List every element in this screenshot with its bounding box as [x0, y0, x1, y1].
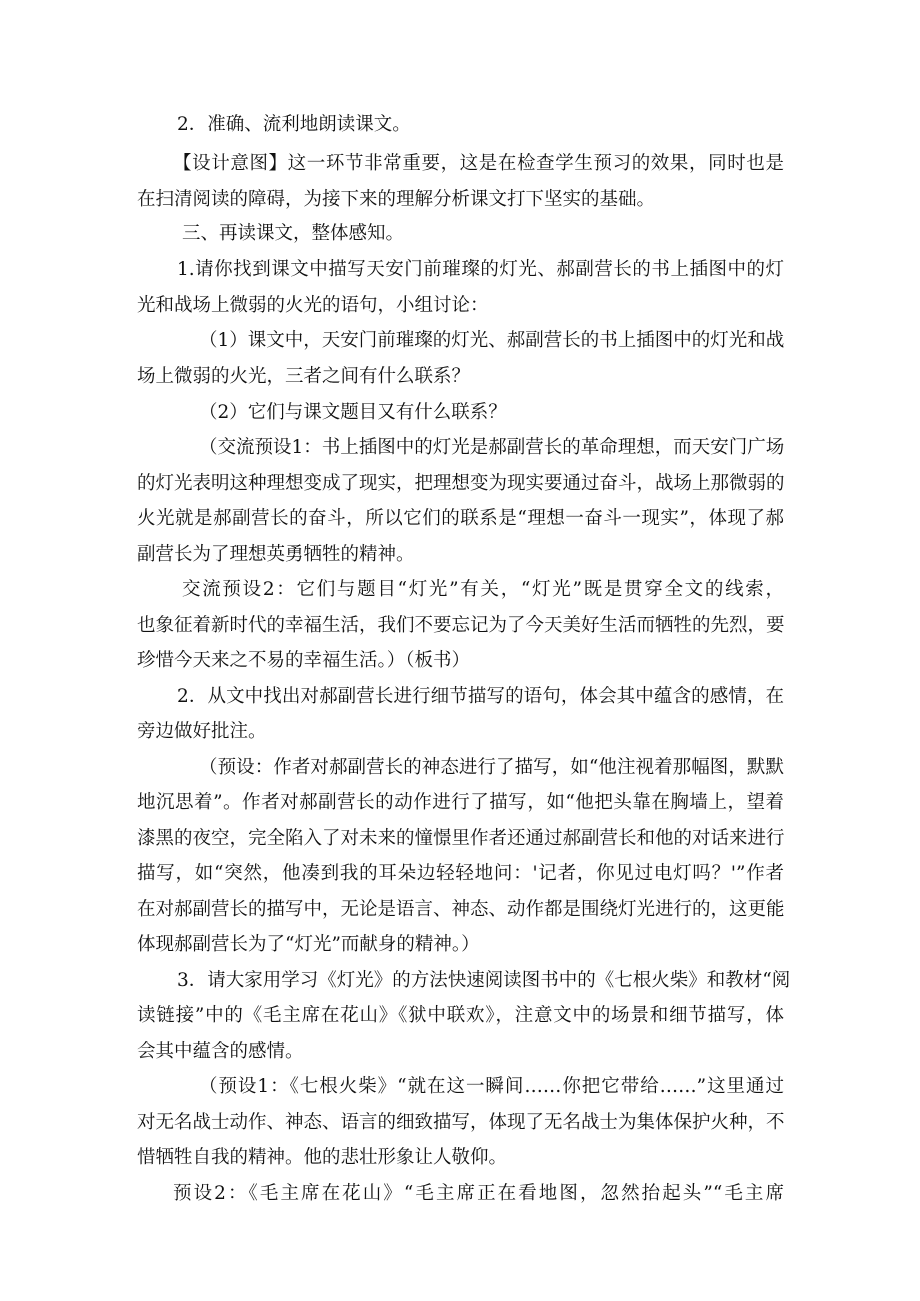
text-line: 副营长为了理想英勇牺牲的精神。: [137, 544, 415, 565]
text-line: 【设计意图】这一环节非常重要，这是在检查学生预习的效果，同时也是: [173, 153, 784, 174]
text-line: 对无名战士动作、神态、语言的细致描写，体现了无名战士为集体保护火种，不: [137, 1112, 785, 1133]
text-line: 漆黑的夜空，完全陷入了对未来的憧憬里作者还通过郝副营长和他的对话来进行: [137, 828, 785, 849]
text-line: 预设2：《毛主席在花山》“毛主席正在看地图，忽然抬起头”“毛主席: [173, 1183, 784, 1204]
text-line: 场上微弱的火光，三者之间有什么联系？: [137, 366, 471, 387]
text-line: 地沉思着”。作者对郝副营长的动作进行了描写，如“他把头靠在胸墙上，望着: [137, 792, 784, 813]
text-line: 在扫清阅读的障碍，为接下来的理解分析课文打下坚实的基础。: [137, 189, 656, 210]
text-line: 火光就是郝副营长的奋斗，所以它们的联系是“理想一奋斗一现实”，体现了郝: [137, 508, 784, 529]
text-line: 1.请你找到课文中描写天安门前璀璨的灯光、郝副营长的书上插图中的灯: [177, 259, 784, 280]
text-line: 旁边做好批注。: [137, 721, 267, 742]
text-line: 描写，如“突然，他凑到我的耳朵边轻轻地问：'记者，你见过电灯吗？'”作者: [137, 863, 784, 884]
text-line: 3．请大家用学习《灯光》的方法快速阅读图书中的《七根火柴》和教材“阅: [177, 970, 791, 991]
text-line: （交流预设1：书上插图中的灯光是郝副营长的革命理想，而天安门广场: [199, 437, 785, 458]
text-line: 交流预设2：它们与题目“灯光”有关，“灯光”既是贯穿全文的线索，: [182, 579, 784, 600]
text-line: 体现郝副营长为了“灯光”而献身的精神。）: [137, 934, 480, 955]
text-line: 珍惜今天来之不易的幸福生活。）（板书）: [137, 650, 471, 671]
text-line: 2．从文中找出对郝副营长进行细节描写的语句，体会其中蕴含的感情，在: [177, 686, 784, 707]
text-line: 也象征着新时代的幸福生活，我们不要忘记为了今天美好生活而牺牲的先烈，要: [137, 615, 785, 636]
text-line: （预设1：《七根火柴》“就在这一瞬间……你把它带给……”这里通过: [199, 1076, 784, 1097]
text-line: （2）它们与课文题目又有什么联系？: [199, 402, 507, 423]
section-heading: 三、再读课文，整体感知。: [182, 223, 405, 244]
text-line: 会其中蕴含的感情。: [137, 1041, 304, 1062]
text-line: （1）课文中，天安门前璀璨的灯光、郝副营长的书上插图中的灯光和战: [199, 330, 785, 351]
text-line: 2．准确、流利地朗读课文。: [177, 114, 411, 135]
text-line: 惜牺牲自我的精神。他的悲壮形象让人敬仰。: [137, 1147, 508, 1168]
text-line: （预设：作者对郝副营长的神态进行了描写，如“他注视着那幅图，默默: [199, 757, 784, 778]
text-line: 光和战场上微弱的火光的语句，小组讨论：: [137, 295, 489, 316]
text-line: 读链接”中的《毛主席在花山》《狱中联欢》，注意文中的场景和细节描写，体: [137, 1005, 784, 1026]
text-line: 的灯光表明这种理想变成了现实，把理想变为现实要通过奋斗，战场上那微弱的: [137, 473, 785, 494]
text-line: 在对郝副营长的描写中，无论是语言、神态、动作都是围绕灯光进行的，这更能: [137, 899, 785, 920]
